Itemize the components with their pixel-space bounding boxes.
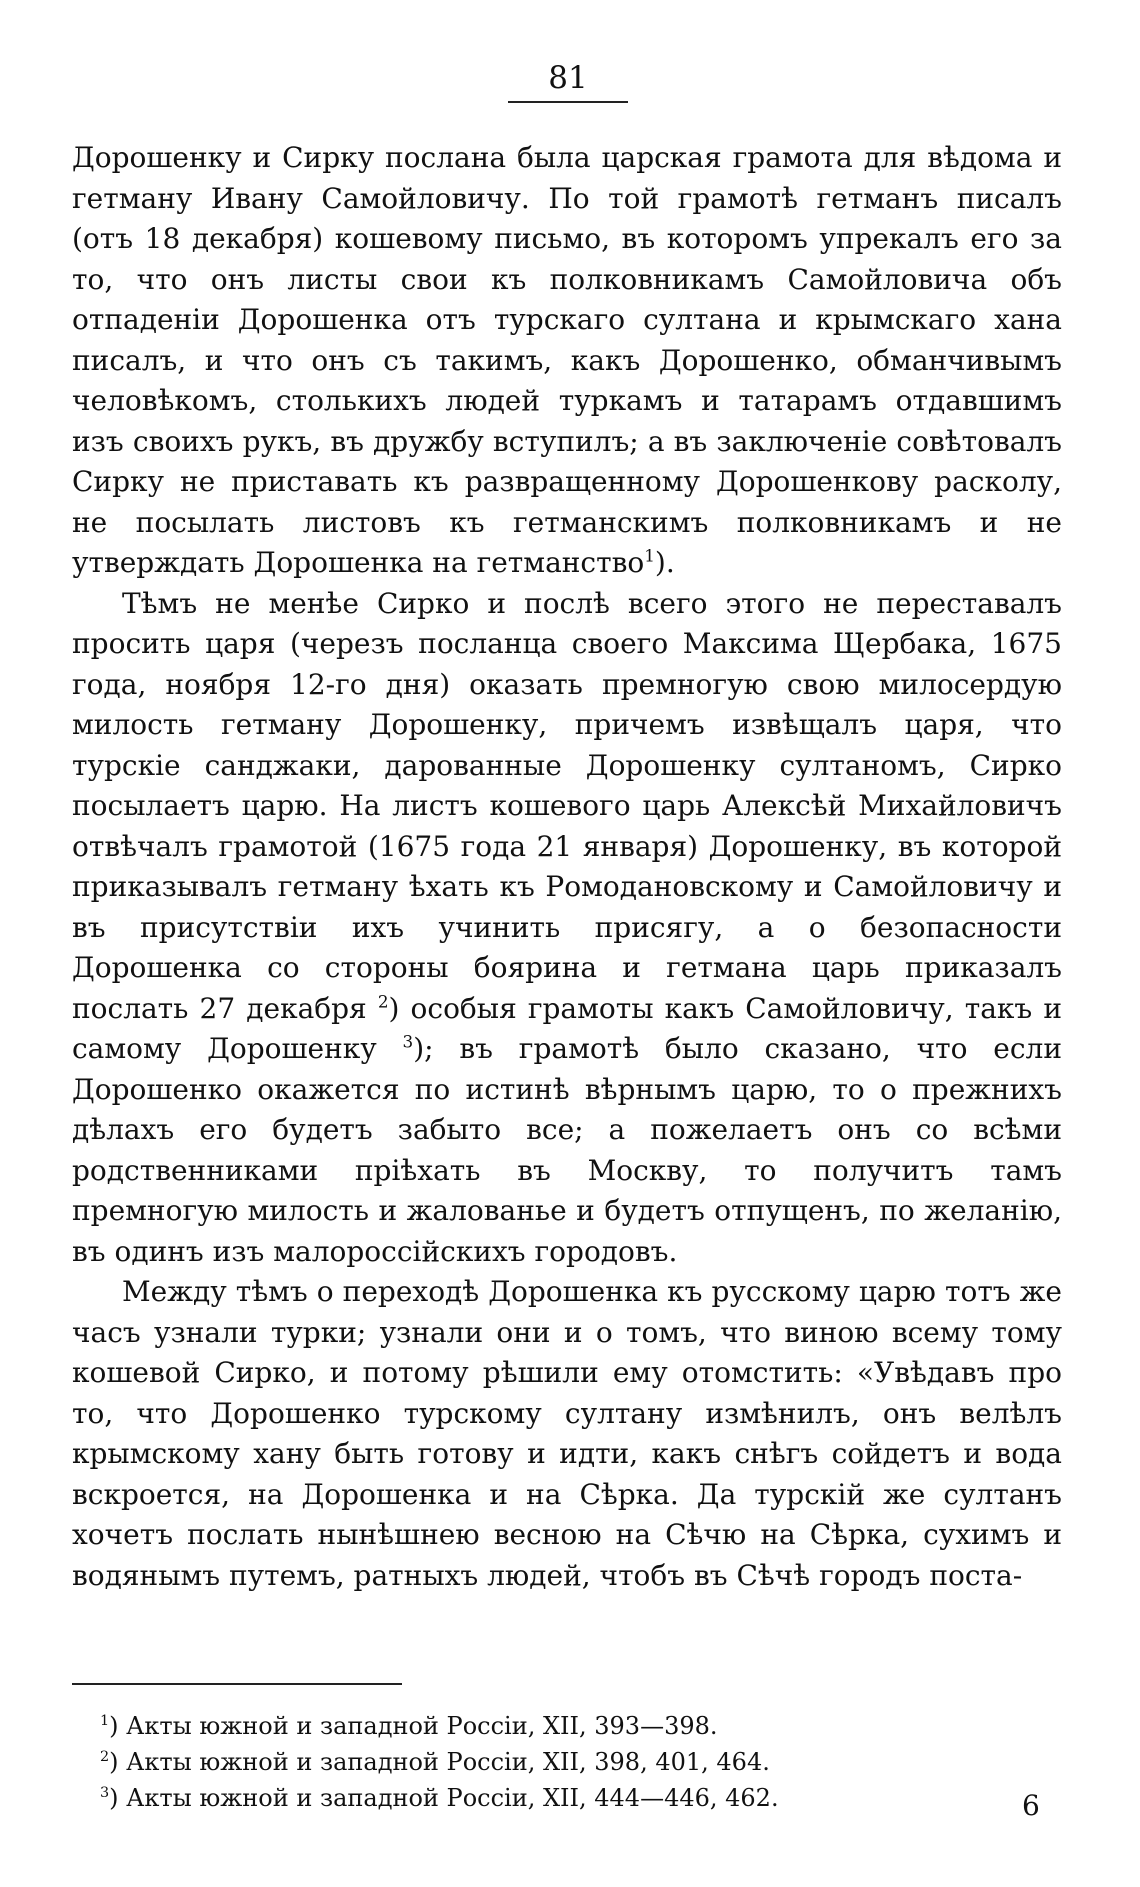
footnote (100, 1744, 1000, 1780)
paragraph-text: Дорошенку и Сирку послана была царская грамота для вѣдома и гетману Ивану Самойловичу. По той грамотѣ гетманъ писалъ (отъ 18 декабря) кошевому письмо, въ которомъ упрекалъ его за то, что онъ листы свои къ полковникамъ Самойловича объ отпаденіи Дорошенка отъ турскаго султана и крымскаго хана писалъ, и что онъ съ такимъ, какъ Дорошенко, обманчивымъ человѣкомъ, столькихъ людей туркамъ и татарамъ отдавшимъ изъ своихъ рукъ, въ дружбу вступилъ; а въ заключеніе совѣтовалъ Сирку не приставать къ развращенному Дорошенкову расколу, не посылать листовъ къ гетманскимъ полковникамъ и не утверждать Дорошенка на гетманство (72, 141, 1062, 579)
page-number-underline (508, 101, 628, 103)
footnote-divider (72, 1683, 402, 1685)
footnote-ref: 2 (377, 991, 389, 1012)
footnote (100, 1708, 1000, 1744)
paragraph-text: ) особыя грамоты какъ Самойловичу, такъ и самому Дорошенку (72, 991, 1062, 1065)
paragraph (72, 584, 1062, 1273)
main-text (72, 138, 1062, 1596)
footnote-text: ) Акты южной и западной Россіи, XII, 393—398. (109, 1712, 718, 1740)
paragraph-text: ). (654, 546, 675, 579)
signature-mark: 6 (1022, 1789, 1040, 1822)
footnote-ref: 1 (644, 545, 655, 566)
paragraph-text: Между тѣмъ о переходѣ Дорошенка къ русскому царю тотъ же часъ узнали турки; узнали они и о томъ, что виною всему тому кошевой Сирко, и потому рѣшили ему отомстить: «Увѣдавъ про то, что Дорошенко турскому султану измѣнилъ, онъ велѣлъ крымскому хану быть готову и идти, какъ снѣгъ сойдетъ и вода вскроется, на Дорошенка и на Сѣрка. Да турскій же султанъ хочетъ послать нынѣшнею весною на Сѣчю на Сѣрка, сухимъ и водянымъ путемъ, ратныхъ людей, чтобъ въ Сѣчѣ городъ поста- (72, 1275, 1062, 1592)
footnote (100, 1780, 1000, 1816)
footnote-marker: 3 (100, 1785, 110, 1801)
footnote-text: ) Акты южной и западной Россіи, XII, 444—446, 462. (109, 1784, 779, 1812)
page-number: 81 (548, 60, 588, 96)
paragraph (72, 138, 1062, 584)
footnote-ref: 3 (402, 1031, 414, 1052)
footnote-marker: 1 (100, 1713, 110, 1729)
paragraph-text: ); въ грамотѣ было сказано, что если Дорошенко окажется по истинѣ вѣрнымъ царю, то о прежнихъ дѣлахъ его будетъ забыто все; а пожелаетъ онъ со всѣми родственниками пріѣхать въ Москву, то получитъ тамъ премногую милость и жалованье и будетъ отпущенъ, по желанію, въ одинъ изъ малороссійскихъ городовъ. (72, 1032, 1062, 1268)
footnote-text: ) Акты южной и западной Россіи, XII, 398, 401, 464. (109, 1748, 770, 1776)
footnote-marker: 2 (100, 1749, 110, 1765)
footnotes (100, 1708, 1000, 1816)
paragraph-text: Тѣмъ не менѣе Сирко и послѣ всего этого не переставалъ просить царя (черезъ посланца своего Максима Щербака, 1675 года, ноября 12-го дня) оказать премногую свою милосердую милость гетману Дорошенку, причемъ извѣщалъ царя, что турскіе санджаки, дарованные Дорошенку султаномъ, Сирко посылаетъ царю. На листъ кошевого царь Алексѣй Михайловичъ отвѣчалъ грамотой (1675 года 21 января) Дорошенку, въ которой приказывалъ гетману ѣхать къ Ромодановскому и Самойловичу и въ присутствіи ихъ учинить присягу, а о безопасности Дорошенка со стороны боярина и гетмана царь приказалъ послать 27 декабря (72, 586, 1062, 1025)
paragraph (72, 1272, 1062, 1596)
